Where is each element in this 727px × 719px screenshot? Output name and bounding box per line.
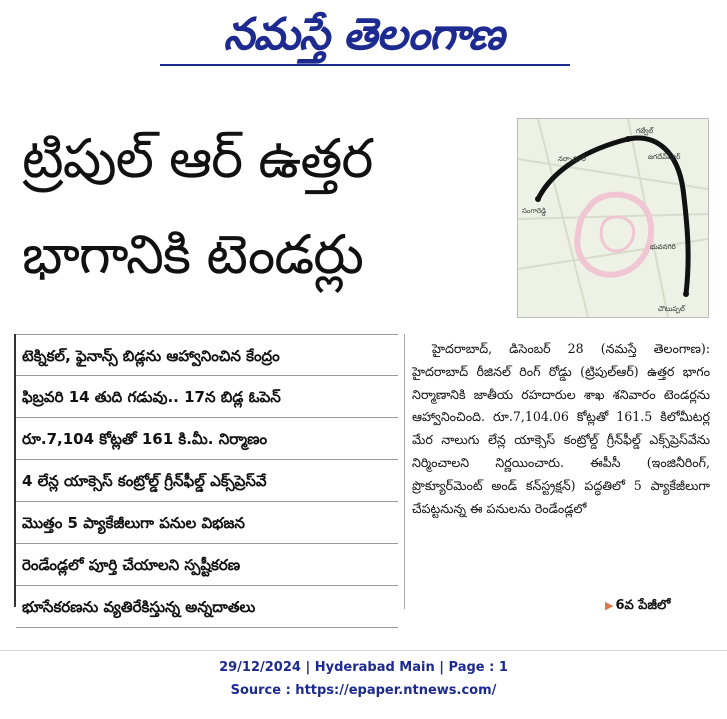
map-label-choutuppal: చౌటుప్పల్ [658,305,685,313]
map-node-gajwel [625,136,631,142]
deck-line: మొత్తం 5 ప్యాకేజీలుగా పనుల విభజన [16,502,398,544]
article-body: హైదరాబాద్, డిసెంబర్ 28 (నమస్తే తెలంగాణ): హైదరాబాద్ రీజినల్ రింగ్ రోడ్డు (ట్రిపుల్‌ఆర్) ఉత్తర భాగం నిర్మాణానికి జాతీయ రహదారుల శాఖ శనివారం టెండర్లను ఆహ్వానించింది. రూ.7,104.06 కోట్లతో 161.5 కిలోమీటర్ల మేర నాలుగు లేన్ల యాక్సెస్ కంట్రోల్డ్ గ్రీన్‌ఫీల్డ్ ఎక్స్‌ప్రెస్‌వేను నిర్మించాలని నిర్ణయించారు. ఈపీసీ (ఇంజినీరింగ్, ప్రొక్యూర్‌మెంట్ అండ్ కన్‌స్ట్రక్షన్) పద్ధతిలో 5 ప్యాకేజీలుగా చేపట్టనున్న ఈ పనులను రెండేండ్లలో [412,341,710,516]
map-node-choutuppal [683,291,689,297]
headline-line-2: భాగానికి టెండర్లు [22,223,363,286]
deck-line: రూ.7,104 కోట్లతో 161 కి.మీ. నిర్మాణం [16,418,398,460]
deck-line: రెండేండ్లలో పూర్తి చేయాలని స్పష్టీకరణ [16,544,398,586]
route-map-graphic [518,119,708,317]
deck-line: టెక్నికల్, ఫైనాన్స్ బిడ్లను ఆహ్వానించిన కేంద్రం [16,334,398,376]
subheading-decks [16,334,398,628]
headline-line-1: ట్రిపుల్ ఆర్ ఉత్తర [22,127,373,190]
rrr-route-map [517,118,709,318]
map-label-bhuvanagiri: భువనగిరి [650,243,676,251]
jump-marker-icon: ▶ [605,599,614,612]
continued-on-page [605,598,670,616]
map-label-narsapur: నర్సాపూర్ [558,155,586,163]
map-label-sangareddy: సంగారెడ్డి [522,207,547,215]
map-label-gajwel: గజ్వేల్ [636,127,654,135]
deck-line: ఫిబ్రవరి 14 తుది గడువు.. 17న బిడ్ల ఓపెన్ [16,376,398,418]
jump-label: 6వ పేజీలో [615,598,671,613]
masthead-underline [160,64,570,66]
masthead-title: నమస్తే తెలంగాణ [223,9,504,60]
edition-info: 29/12/2024 | Hyderabad Main | Page : 1 [219,660,508,675]
source-link[interactable]: Source : https://epaper.ntnews.com/ [230,683,497,698]
map-node-sangareddy [535,196,541,202]
deck-line: 4 లేన్ల యాక్సెస్ కంట్రోల్డ్ గ్రీన్‌ఫీల్డ్ ఎక్స్‌ప్రెస్‌వే [16,460,398,502]
map-label-jagadevpur: జగదేవ్‌పూర్ [648,153,681,161]
deck-line: భూసేకరణను వ్యతిరేకిస్తున్న అన్నదాతలు [16,586,398,628]
column-divider [404,334,405,609]
